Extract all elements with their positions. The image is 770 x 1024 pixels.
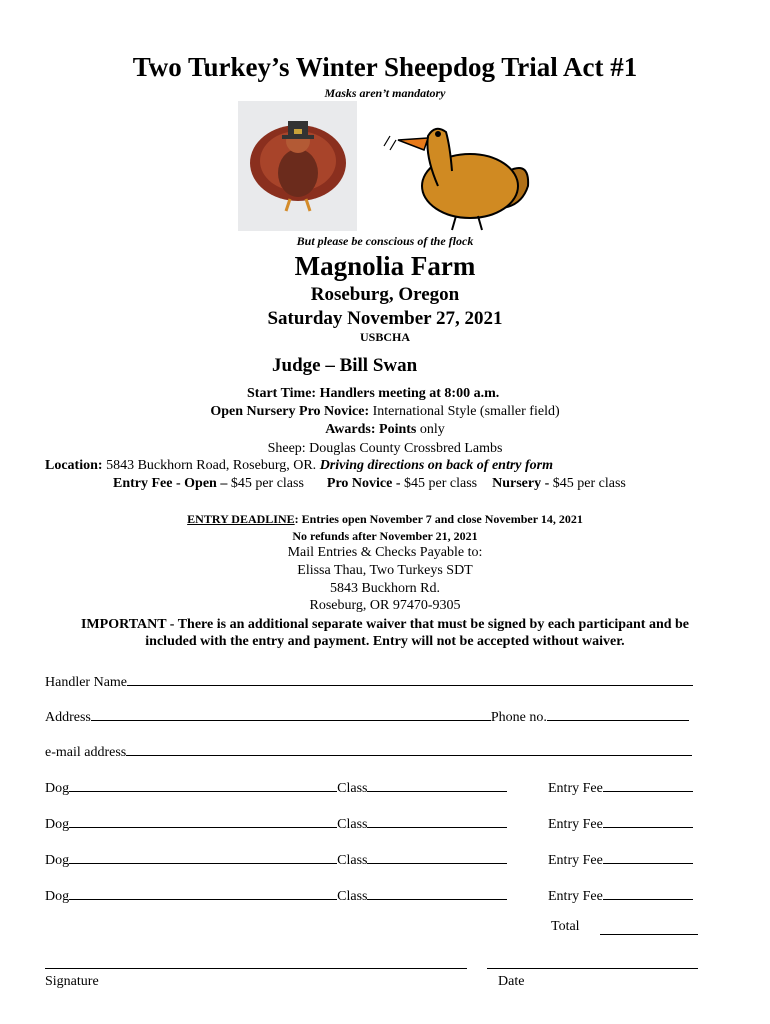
dog-label: Dog (45, 853, 70, 868)
fee-open-label: Entry Fee - Open – (113, 476, 231, 491)
entry-fee-label: Entry Fee (548, 781, 603, 796)
class-field[interactable] (367, 813, 507, 828)
class-field[interactable] (367, 885, 507, 900)
phone-label: Phone no. (490, 710, 547, 725)
deadline-text: : Entries open November 7 and close November 14, 2021 (294, 512, 583, 526)
total-field[interactable] (600, 934, 698, 935)
subtitle: Masks aren’t mandatory (324, 86, 446, 100)
awards-info (0, 422, 770, 438)
entry-fee-label: Entry Fee (548, 817, 603, 832)
fee-pro-value: $45 per class (404, 476, 478, 491)
deadline-label: ENTRY DEADLINE (187, 512, 295, 526)
dog-field[interactable] (69, 849, 337, 864)
class-label: Class (337, 889, 368, 904)
address-label: Address (45, 710, 91, 725)
cartoon-turkey (380, 116, 538, 234)
class-label: Class (337, 817, 368, 832)
page-title: Two Turkey’s Winter Sheepdog Trial Act #1 (132, 52, 638, 82)
caption: But please be conscious of the flock (296, 234, 474, 248)
handler-name-field[interactable] (127, 671, 693, 686)
important-line-2: included with the entry and payment. Entry will not be accepted without waiver. (145, 634, 625, 649)
dog-field[interactable] (69, 777, 337, 792)
dog-label: Dog (45, 889, 70, 904)
entry-fee-label: Entry Fee (548, 853, 603, 868)
turkey-icon (238, 101, 357, 231)
turkey-photo (238, 101, 357, 231)
email-row (45, 741, 692, 761)
fee-pro-label: Pro Novice - (326, 476, 405, 491)
entry-fees (113, 476, 626, 492)
fee-open-value: $45 per class (230, 476, 304, 491)
address-row (45, 706, 689, 726)
dog-row (45, 813, 705, 833)
phone-field[interactable] (547, 706, 689, 721)
address-field[interactable] (91, 706, 491, 721)
class-value: International Style (smaller field) (369, 404, 560, 419)
fee-nursery-label: Nursery - (492, 476, 553, 491)
handler-name-row (45, 671, 693, 691)
dog-field[interactable] (69, 885, 337, 900)
mail-line-2: Elissa Thau, Two Turkeys SDT (297, 563, 473, 578)
entry-fee-field[interactable] (603, 777, 693, 792)
class-info (0, 404, 770, 420)
entry-fee-field[interactable] (603, 849, 693, 864)
date-label: Date (498, 974, 525, 989)
entry-fee-field[interactable] (603, 885, 693, 900)
email-label: e-mail address (45, 745, 127, 760)
city: Roseburg, Oregon (310, 284, 460, 305)
signature-field[interactable] (45, 968, 467, 969)
awards-value: only (416, 422, 445, 437)
class-label: Open Nursery Pro Novice: (210, 404, 370, 419)
important-line-1: IMPORTANT - There is an additional separate waiver that must be signed by each participant and be (80, 617, 690, 632)
organization: USBCHA (359, 330, 410, 344)
fee-nursery-value: $45 per class (552, 476, 626, 491)
dog-row (45, 777, 705, 797)
entry-deadline (0, 512, 770, 527)
location-label: Location: (45, 458, 103, 473)
dog-row (45, 849, 705, 869)
mail-line-1: Mail Entries & Checks Payable to: (287, 545, 483, 560)
class-label: Class (337, 853, 368, 868)
handler-name-label: Handler Name (45, 675, 128, 690)
mail-line-4: Roseburg, OR 97470-9305 (309, 598, 461, 613)
judge: Judge – Bill Swan (272, 355, 418, 376)
start-time: Start Time: Handlers meeting at 8:00 a.m. (247, 386, 500, 401)
cartoon-turkey-icon (380, 116, 538, 234)
event-date: Saturday November 27, 2021 (267, 308, 503, 329)
date-field[interactable] (487, 968, 698, 969)
farm-name: Magnolia Farm (294, 251, 476, 281)
class-field[interactable] (367, 849, 507, 864)
dog-label: Dog (45, 781, 70, 796)
refund-policy: No refunds after November 21, 2021 (292, 529, 478, 543)
dog-label: Dog (45, 817, 70, 832)
class-label: Class (337, 781, 368, 796)
signature-label: Signature (45, 974, 99, 989)
awards-label: Awards: Points (325, 422, 417, 437)
location-value: 5843 Buckhorn Road, Roseburg, OR. (102, 458, 320, 473)
location-info (45, 458, 553, 474)
entry-fee-label: Entry Fee (548, 889, 603, 904)
dog-row (45, 885, 705, 905)
dog-field[interactable] (69, 813, 337, 828)
mail-line-3: 5843 Buckhorn Rd. (329, 581, 441, 596)
total-label: Total (551, 919, 580, 934)
sheep-info: Sheep: Douglas County Crossbred Lambs (267, 441, 503, 456)
entry-fee-field[interactable] (603, 813, 693, 828)
class-field[interactable] (367, 777, 507, 792)
email-field[interactable] (126, 741, 692, 756)
location-note: Driving directions on back of entry form (319, 458, 554, 473)
